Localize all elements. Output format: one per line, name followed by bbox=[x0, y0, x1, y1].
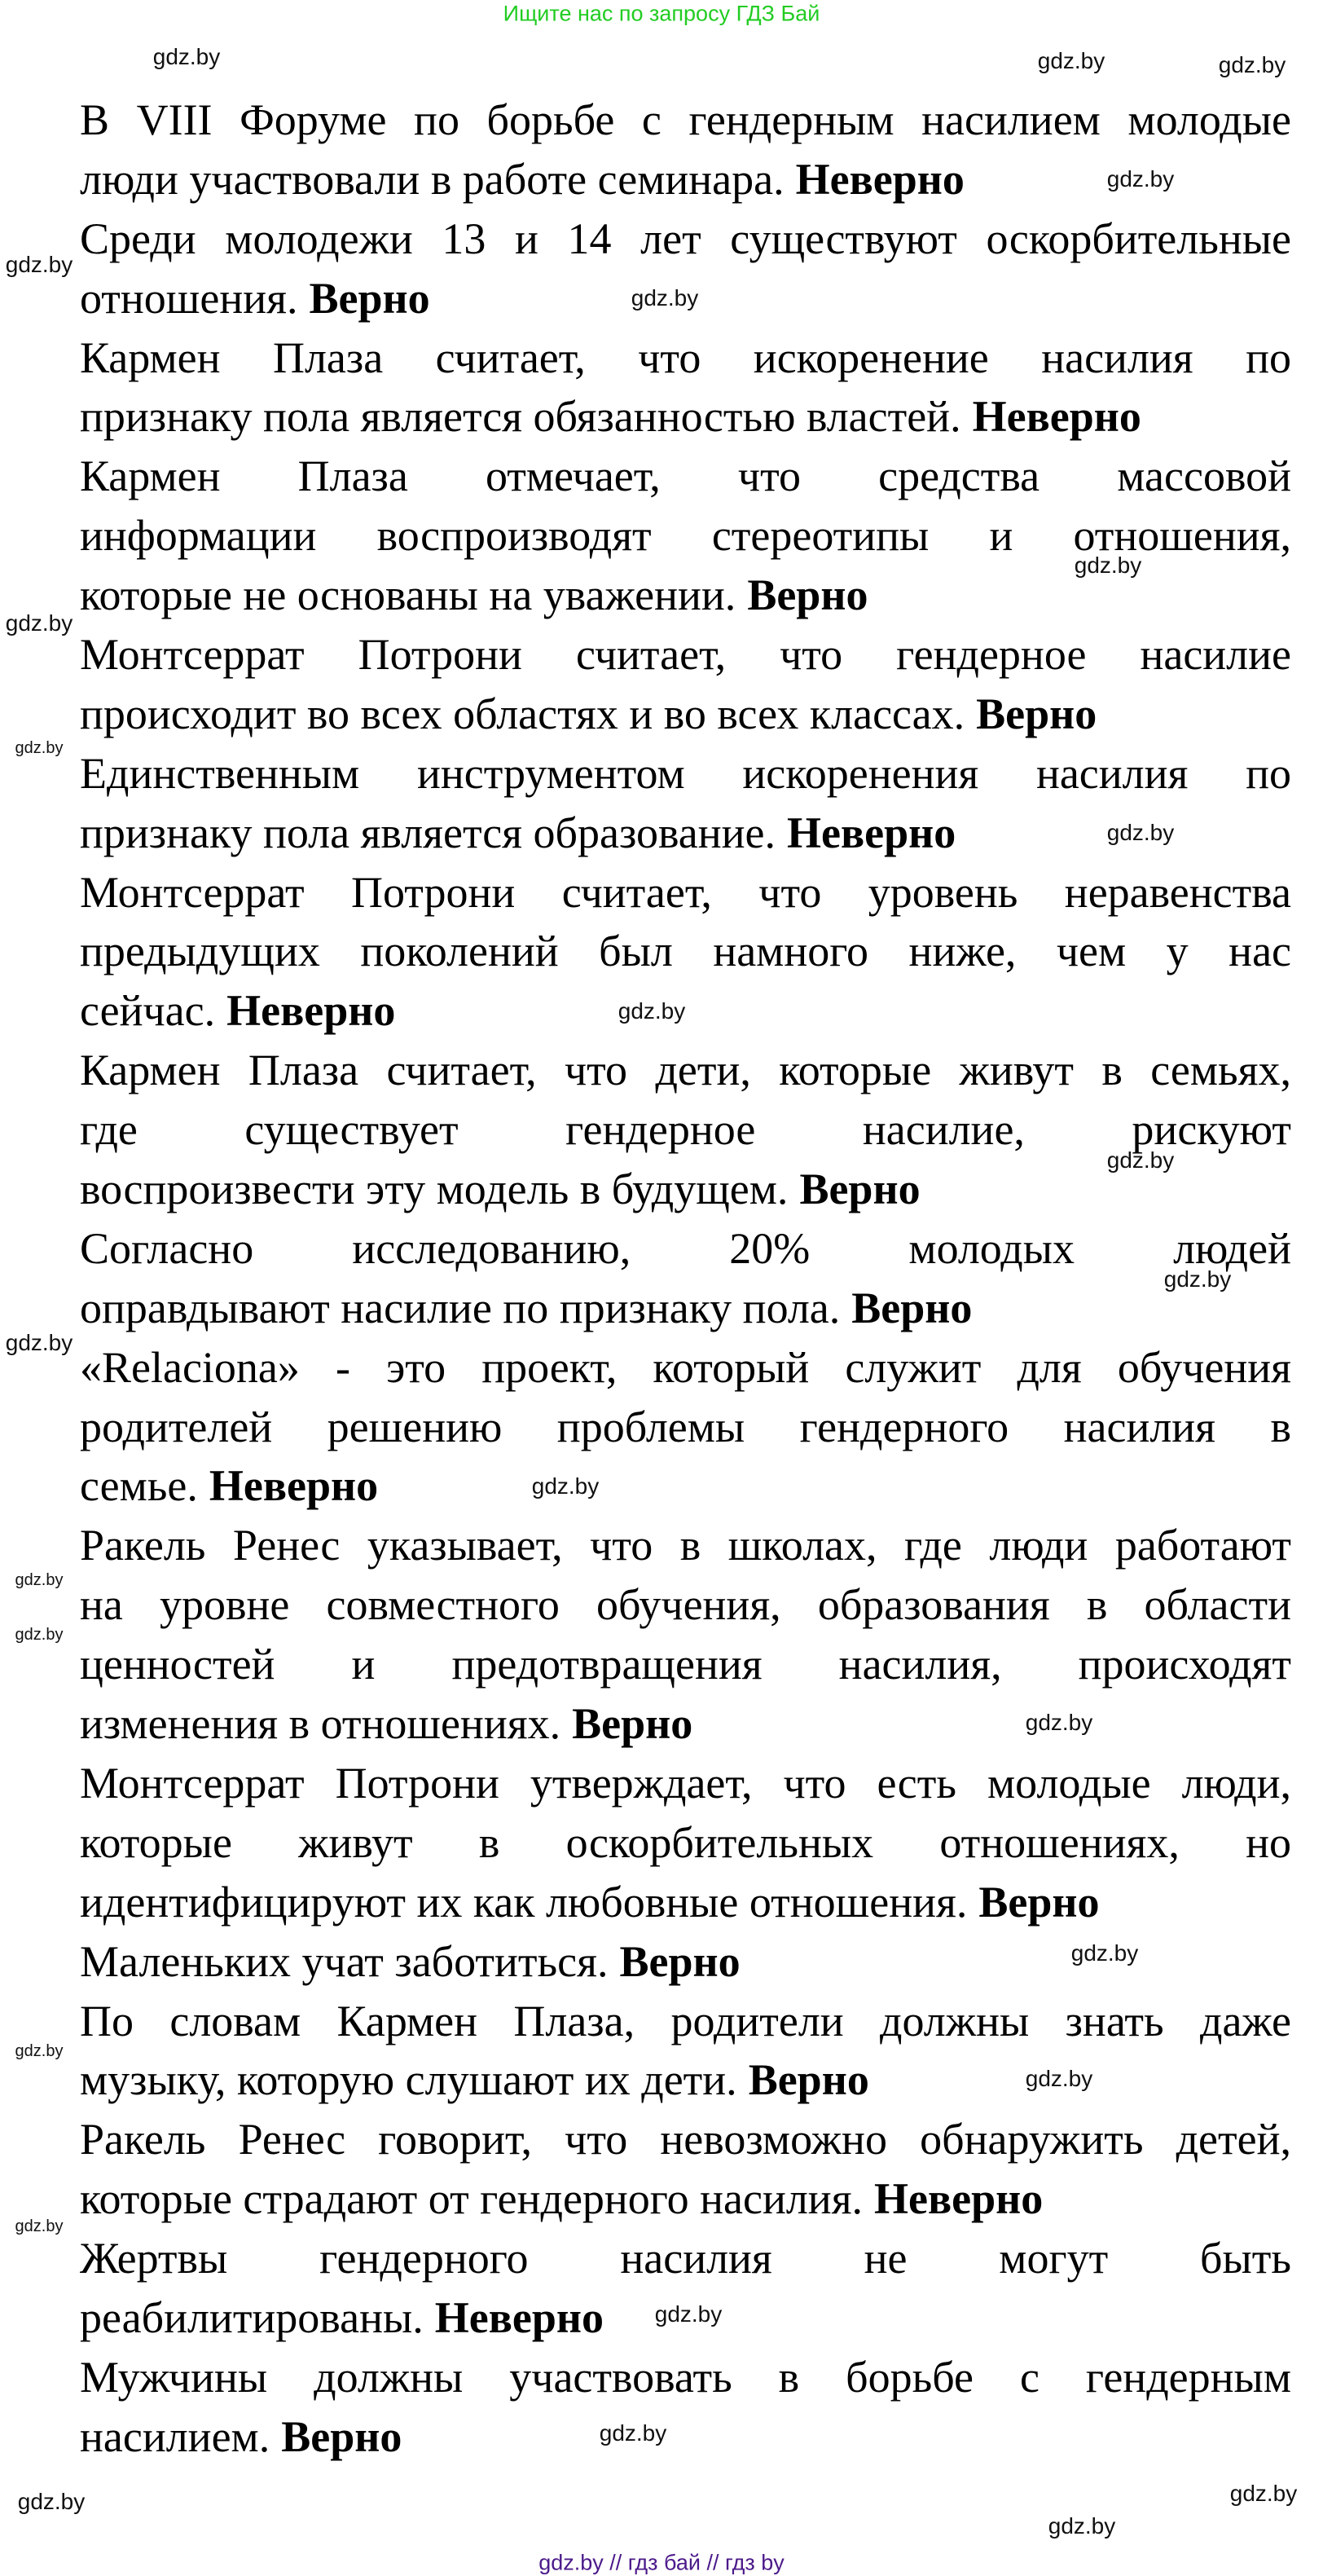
statement bbox=[80, 2348, 1291, 2467]
statement-line bbox=[80, 387, 1291, 447]
verdict-label: Верно bbox=[281, 2411, 402, 2461]
statement-text: семье. bbox=[80, 1461, 198, 1511]
statement-text: родителей решению проблемы гендерного насилия в bbox=[80, 1402, 1291, 1451]
statement bbox=[80, 1338, 1291, 1517]
statement-line bbox=[80, 1279, 1291, 1338]
statement-line bbox=[80, 685, 1291, 744]
statement-line bbox=[80, 2169, 1291, 2229]
statement-text: Жертвы гендерного насилия не могут быть bbox=[80, 2234, 1291, 2283]
answers-list bbox=[80, 90, 1291, 2467]
statement-line bbox=[80, 981, 1291, 1041]
statement-line bbox=[80, 1516, 1291, 1575]
statement-line bbox=[80, 2110, 1291, 2169]
statement-line bbox=[80, 625, 1291, 685]
statement-text: информации воспроизводят стереотипы и отношения, bbox=[80, 511, 1291, 561]
watermark: gdz.by bbox=[1025, 2066, 1093, 2091]
statement-text: «Relaciona» - это проект, который служит для обучения bbox=[80, 1342, 1291, 1392]
watermark: gdz.by bbox=[654, 2301, 723, 2327]
statement-text: Ракель Ренес говорит, что невозможно обнаружить детей, bbox=[80, 2115, 1291, 2164]
statement-line bbox=[80, 1992, 1291, 2051]
statement-line bbox=[80, 1813, 1291, 1873]
statement-text: музыку, которую слушают их дети. bbox=[80, 2055, 737, 2105]
verdict-label: Верно bbox=[978, 1877, 1100, 1926]
statement-text: Монтсеррат Потрони считает, что гендерное насилие bbox=[80, 630, 1291, 680]
statement-line bbox=[80, 1754, 1291, 1813]
statement-line bbox=[80, 1694, 1291, 1754]
watermark: gdz.by bbox=[1218, 52, 1286, 77]
watermark: gdz.by bbox=[631, 285, 699, 310]
verdict-label: Верно bbox=[799, 1165, 921, 1214]
statement-text: оправдывают насилие по признаку пола. bbox=[80, 1283, 841, 1332]
verdict-label: Неверно bbox=[226, 986, 396, 1036]
verdict-label: Верно bbox=[309, 273, 430, 323]
statement-line bbox=[80, 209, 1291, 269]
statement-line bbox=[80, 1041, 1291, 1100]
statement-text: Кармен Плаза считает, что искоренение насилия по bbox=[80, 332, 1291, 382]
verdict-label: Верно bbox=[851, 1283, 973, 1332]
statement-text: отношения. bbox=[80, 273, 298, 323]
statement-text: Монтсеррат Потрони утверждает, что есть молодые люди, bbox=[80, 1758, 1291, 1808]
verdict-label: Неверно bbox=[795, 154, 965, 204]
watermark: gdz.by bbox=[15, 1571, 64, 1589]
watermark: gdz.by bbox=[15, 2217, 64, 2235]
watermark: gdz.by bbox=[15, 2042, 64, 2060]
statement-line bbox=[80, 2407, 1291, 2467]
watermark: gdz.by bbox=[15, 739, 64, 757]
statement bbox=[80, 447, 1291, 625]
statement bbox=[80, 1754, 1291, 1932]
watermark: gdz.by bbox=[1037, 48, 1105, 73]
verdict-label: Верно bbox=[572, 1699, 693, 1749]
statement-text: Монтсеррат Потрони считает, что уровень неравенства bbox=[80, 867, 1291, 917]
statement bbox=[80, 2229, 1291, 2348]
statement-line bbox=[80, 328, 1291, 388]
statement bbox=[80, 1992, 1291, 2111]
watermark: gdz.by bbox=[5, 610, 73, 636]
watermark: gdz.by bbox=[531, 1473, 600, 1499]
statement-line bbox=[80, 1635, 1291, 1694]
statement bbox=[80, 328, 1291, 447]
statement-line bbox=[80, 744, 1291, 804]
watermark: gdz.by bbox=[1025, 1710, 1093, 1735]
statement-line bbox=[80, 863, 1291, 923]
statement-text: происходит во всех областях и во всех классах. bbox=[80, 689, 965, 738]
statement-text: насилием. bbox=[80, 2411, 270, 2461]
watermark: gdz.by bbox=[1229, 2481, 1298, 2506]
statement bbox=[80, 1516, 1291, 1754]
statement-text: Согласно исследованию, 20% молодых людей bbox=[80, 1223, 1291, 1273]
statement-text: на уровне совместного обучения, образования в области bbox=[80, 1580, 1291, 1630]
statement-text: Мужчины должны участвовать в борьбе с гендерным bbox=[80, 2352, 1291, 2402]
statement-text: В VIII Форуме по борьбе с гендерным насилием молодые bbox=[80, 95, 1291, 144]
verdict-label: Верно bbox=[619, 1936, 741, 1986]
statement-line bbox=[80, 922, 1291, 981]
watermark: gdz.by bbox=[618, 998, 686, 1024]
statement bbox=[80, 2110, 1291, 2229]
watermark: gdz.by bbox=[1106, 166, 1175, 192]
watermark: gdz.by bbox=[15, 1626, 64, 1644]
watermark: gdz.by bbox=[1070, 1940, 1139, 1966]
watermark: gdz.by bbox=[5, 1330, 73, 1355]
statement-line bbox=[80, 1873, 1291, 1932]
statement bbox=[80, 625, 1291, 744]
verdict-label: Неверно bbox=[434, 2292, 604, 2342]
statement-text: изменения в отношениях. bbox=[80, 1699, 561, 1749]
statement-text: ценностей и предотвращения насилия, происходят bbox=[80, 1640, 1291, 1689]
statement-text: Среди молодежи 13 и 14 лет существуют оскорбительные bbox=[80, 214, 1291, 263]
statement-text: реабилитированы. bbox=[80, 2292, 424, 2342]
verdict-label: Неверно bbox=[874, 2174, 1044, 2224]
statement-text: воспроизвести эту модель в будущем. bbox=[80, 1165, 789, 1214]
verdict-label: Верно bbox=[748, 2055, 869, 2105]
statement-line bbox=[80, 1575, 1291, 1635]
statement-line bbox=[80, 90, 1291, 150]
statement-line bbox=[80, 1398, 1291, 1457]
statement-text: которые живут в оскорбительных отношениях, но bbox=[80, 1817, 1291, 1867]
statement bbox=[80, 863, 1291, 1041]
statement-text: Кармен Плаза считает, что дети, которые живут в семьях, bbox=[80, 1046, 1291, 1095]
watermark: gdz.by bbox=[1106, 1147, 1175, 1173]
statement-line bbox=[80, 2229, 1291, 2288]
statement-line bbox=[80, 2050, 1291, 2110]
watermark: gdz.by bbox=[1048, 2513, 1116, 2539]
statement-line bbox=[80, 447, 1291, 506]
statement-text: где существует гендерное насилие, рискуют bbox=[80, 1105, 1291, 1155]
search-banner: Ищите нас по запросу ГДЗ Бай bbox=[503, 1, 820, 26]
watermark: gdz.by bbox=[1074, 553, 1142, 578]
statement-text: предыдущих поколений был намного ниже, чем у нас bbox=[80, 927, 1291, 976]
statement bbox=[80, 1041, 1291, 1219]
watermark: gdz.by bbox=[599, 2420, 667, 2446]
watermark: gdz.by bbox=[152, 44, 221, 69]
statement-line bbox=[80, 1456, 1291, 1516]
verdict-label: Верно bbox=[747, 570, 868, 620]
watermark: gdz.by bbox=[1106, 820, 1175, 845]
verdict-label: Верно bbox=[976, 689, 1097, 738]
watermark: gdz.by bbox=[1163, 1266, 1232, 1292]
statement bbox=[80, 1219, 1291, 1338]
statement-text: идентифицируют их как любовные отношения. bbox=[80, 1877, 968, 1926]
statement-text: признаку пола является образование. bbox=[80, 808, 776, 857]
watermark: gdz.by bbox=[5, 252, 73, 277]
verdict-label: Неверно bbox=[972, 392, 1141, 442]
statement-text: сейчас. bbox=[80, 986, 216, 1036]
statement-line bbox=[80, 2348, 1291, 2407]
statement-text: Ракель Ренес указывает, что в школах, где люди работают bbox=[80, 1521, 1291, 1570]
statement-text: Маленьких учат заботиться. bbox=[80, 1936, 609, 1986]
verdict-label: Неверно bbox=[786, 808, 956, 857]
statement-line bbox=[80, 1219, 1291, 1279]
statement-text: которые страдают от гендерного насилия. bbox=[80, 2174, 864, 2224]
statement-line bbox=[80, 1338, 1291, 1398]
watermark: gdz.by bbox=[17, 2489, 86, 2514]
footer-links: gdz.by // гдз бай // гдз by bbox=[538, 2550, 785, 2575]
statement-text: Кармен Плаза отмечает, что средства массовой bbox=[80, 451, 1291, 501]
statement-text: Единственным инструментом искоренения насилия по bbox=[80, 748, 1291, 798]
statement-text: которые не основаны на уважении. bbox=[80, 570, 736, 620]
statement-text: признаку пола является обязанностью властей. bbox=[80, 392, 961, 442]
statement-text: По словам Кармен Плаза, родители должны знать даже bbox=[80, 1996, 1291, 2045]
verdict-label: Неверно bbox=[209, 1461, 379, 1511]
statement-text: люди участвовали в работе семинара. bbox=[80, 154, 785, 204]
